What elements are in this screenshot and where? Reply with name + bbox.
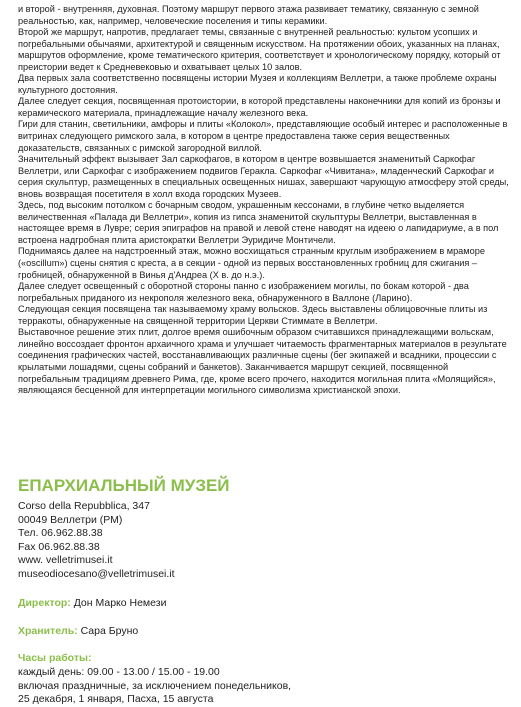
curator-field	[18, 625, 138, 639]
hours-label: Часы работы:	[18, 652, 92, 664]
paragraph: Поднимаясь далее на надстроенный этаж, можно восхищаться странным круглым изображением в мраморе («oscillum») сцены снятия с креста, а в секции - одной из первых восстановленных гробниц для сжигания – гробницей, обнаруженной в Винья д'Андреа (Х в. до н.э.).	[18, 246, 485, 280]
paragraph: Следующая секция посвящена так называемому храму вольсков. Здесь выставлены облицовочные плиты из терракоты, обнаруженные на священной территории Церкви Стиммате в Веллетри.	[18, 304, 488, 326]
curator-label: Хранитель:	[18, 625, 78, 637]
paragraph: Значительный эффект вызывает Зал саркофагов, в котором в центре возвышается знаменитый Саркофаг Веллетри, или Саркофаг с изображением подвигов Геракла. Саркофаг «Чивитана», младенческий Саркофаг и серия скульптур, размещенных в специальных освещенных нишах, завершают чарующую атмосферу этой среды, вновь возвращая посетителя в холл входа городских Музеев.	[18, 154, 509, 199]
hours-block	[18, 652, 291, 707]
paragraph: и второй - внутренняя, духовная. Поэтому маршрут первого этажа развивает тематику, связанную с земной реальностью, как, например, человеческие поселения и типы керамики.	[18, 4, 479, 26]
paragraph: Гири для станин, светильники, амфоры и плиты «Колокол», представляющие особый интерес и расположенные в витринах следующего римского зала, в котором в центре предоставлена также серия вещественных доказательств, связанных с римской загородной виллой.	[18, 119, 508, 153]
paragraph: Далее следует освещенный с оборотной стороны панно с изображением могилы, по бокам которой - два погребальных приданого из некрополя железного века, обнаруженного в Валлоне (Ларино).	[18, 281, 469, 303]
phone: Тел. 06.962.88.38	[18, 527, 103, 540]
director-field	[18, 597, 166, 611]
paragraph: Второй же маршрут, напротив, предлагает темы, связанные с внутренней реальностью: культом усопших и погребальными обычаями, архитектурой и священным искусством. На протяжении обоих, указанных на планах, маршрутов оформление, кроме тематического критерия, соответствует и хронологическому порядку, который от преистории ведет к Средневековью и охватывает целых 10 залов.	[18, 27, 501, 72]
hours-line: каждый день: 09.00 - 13.00 / 15.00 - 19.00	[18, 665, 220, 678]
museum-title: ЕПАРХИАЛЬНЫЙ МУЗЕЙ	[18, 476, 230, 495]
paragraph: Выставочное решение этих плит, долгое время ошибочным образом считавшихся принадлежащими вольскам, линейно воссоздает фронтон архаичного храма и улучшает читаемость фрагментарных материалов в результате соединения графических частей, восстанавливающих различные сцены (бег экипажей и всадники, процессии с крылатыми лошадями, сцены собраний и банкетов). Заканчивается маршрут секцией, посвященной погребальным традициям древнего Рима, где, кроме всего прочего, находится могильная плита «Молящийся», являющаяся бесценной для интерпретации могильного символизма христианской эпохи.	[18, 327, 507, 396]
curator-value: Сара Бруно	[80, 625, 139, 637]
address-line: Corso della Repubblica, 347	[18, 500, 150, 512]
paragraph: Далее следует секция, посвященная протоистории, в которой представлены наконечники для копий из бронзы и керамического материала, принадлежащие началу железного века.	[18, 96, 501, 118]
address-city: 00049 Веллетри (РМ)	[18, 513, 123, 526]
contact-block	[18, 500, 498, 582]
paragraph: Здесь, под высоким потолком с бочарным сводом, украшенным кессонами, в глубине четко выделяется величественная «Палада ди Веллетри», копия из гипса знаменитой скульптуры Веллетри, выставленная в настоящее время в Лувре; серия эпиграфов на правой и левой стене наводят на идеею о лапидариуме, а в пол встроена надгробная плита аристократки Веллетри Эуридиче Монтичели.	[18, 200, 499, 245]
article-body	[18, 4, 510, 397]
website-link[interactable]: www. velletrimusei.it	[18, 554, 113, 567]
hours-line: включая праздничные, за исключением понедельников,	[18, 679, 292, 692]
fax: Fax 06.962.88.38	[18, 540, 100, 553]
director-value: Дон Марко Немези	[73, 597, 167, 609]
hours-line: 25 декабря, 1 января, Пасха, 15 августа	[18, 693, 214, 706]
director-label: Директор:	[18, 597, 71, 609]
paragraph: Два первых зала соответственно посвящены истории Музея и коллекциям Веллетри, а также проблеме охраны культурного достояния.	[18, 73, 497, 95]
email-link[interactable]: museodiocesano@velletrimusei.it	[18, 567, 175, 580]
